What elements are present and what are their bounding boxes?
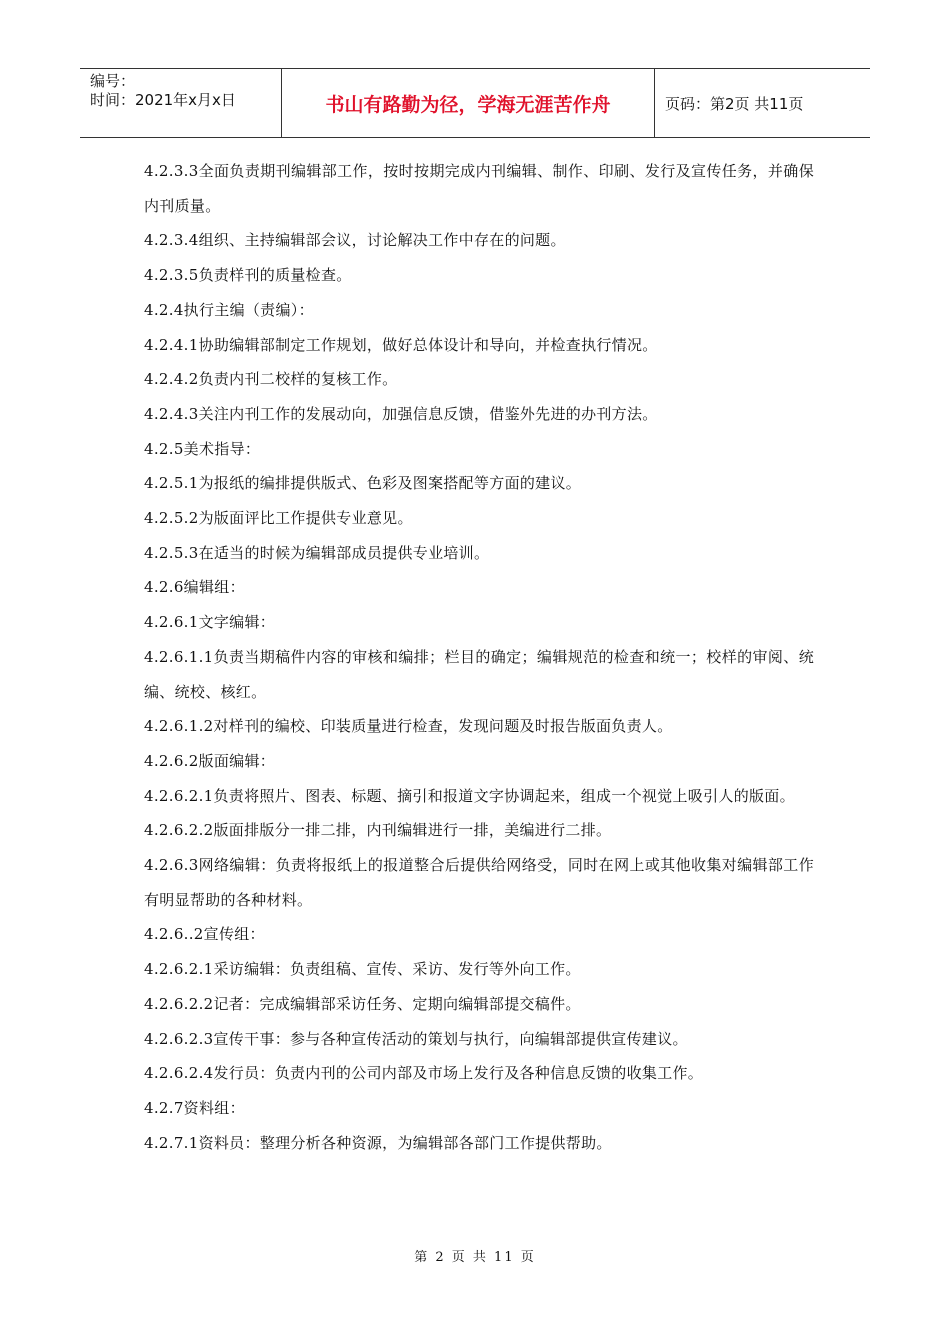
paragraph: 4.2.5.2为版面评比工作提供专业意见。 bbox=[144, 509, 413, 528]
paragraph: 4.2.5.3在适当的时候为编辑部成员提供专业培训。 bbox=[144, 543, 490, 562]
paragraph: 4.2.3.3全面负责期刊编辑部工作，按时按期完成内刊编辑、制作、印刷、发行及宣传任务，并确保内刊质量。 bbox=[144, 162, 814, 215]
paragraph: 4.2.6编辑组： bbox=[144, 578, 245, 597]
document-number-label: 编号： bbox=[90, 72, 136, 90]
paragraph: 4.2.7.1资料员：整理分析各种资源，为编辑部各部门工作提供帮助。 bbox=[144, 1133, 612, 1152]
page-footer: 第 2 页 共 11 页 bbox=[414, 1250, 536, 1265]
paragraph: 4.2.6.1.1负责当期稿件内容的审核和编排；栏目的确定；编辑规范的检查和统一；校样的审阅、统编、统校、核红。 bbox=[144, 647, 814, 701]
header-motto: 书山有路勤为径，学海无涯苦作舟 bbox=[281, 69, 655, 137]
paragraph: 4.2.6.2.3宣传干事：参与各种宣传活动的策划与执行，向编辑部提供宣传建议。 bbox=[144, 1029, 688, 1048]
document-date-label: 时间：2021年x月x日 bbox=[90, 91, 236, 109]
paragraph: 4.2.3.4组织、主持编辑部会议，讨论解决工作中存在的问题。 bbox=[144, 231, 566, 250]
paragraph: 4.2.4执行主编（责编）： bbox=[144, 300, 314, 319]
header-page-info: 页码：第2页 共11页 bbox=[665, 94, 804, 113]
paragraph: 4.2.6.2.1负责将照片、图表、标题、摘引和报道文字协调起来，组成一个视觉上吸引人的版面。 bbox=[144, 786, 795, 805]
paragraph: 4.2.4.2负责内刊二校样的复核工作。 bbox=[144, 370, 398, 389]
paragraph: 4.2.6..2宣传组： bbox=[144, 925, 265, 944]
paragraph: 4.2.4.1协助编辑部制定工作规划，做好总体设计和导向，并检查执行情况。 bbox=[144, 335, 658, 354]
paragraph: 4.2.4.3关注内刊工作的发展动向，加强信息反馈，借鉴外先进的办刊方法。 bbox=[144, 404, 658, 423]
paragraph: 4.2.5.1为报纸的编排提供版式、色彩及图案搭配等方面的建议。 bbox=[144, 474, 582, 493]
paragraph: 4.2.6.2.4发行员：负责内刊的公司内部及市场上发行及各种信息反馈的收集工作。 bbox=[144, 1064, 704, 1083]
paragraph: 4.2.6.2.1采访编辑：负责组稿、宣传、采访、发行等外向工作。 bbox=[144, 960, 581, 979]
paragraph: 4.2.7资料组： bbox=[144, 1098, 245, 1117]
paragraph: 4.2.6.2版面编辑： bbox=[144, 751, 276, 770]
paragraph: 4.2.6.1文字编辑： bbox=[144, 613, 276, 632]
paragraph: 4.2.5美术指导： bbox=[144, 439, 261, 458]
paragraph: 4.2.6.3网络编辑：负责将报纸上的报道整合后提供给网络受，同时在网上或其他收集对编辑部工作有明显帮助的各种材料。 bbox=[144, 856, 814, 909]
paragraph: 4.2.6.2.2版面排版分一排二排，内刊编辑进行一排，美编进行二排。 bbox=[144, 821, 612, 840]
page-header bbox=[80, 68, 870, 138]
paragraph: 4.2.6.1.2对样刊的编校、印装质量进行检查，发现问题及时报告版面负责人。 bbox=[144, 717, 673, 736]
header-meta bbox=[80, 69, 281, 137]
paragraph: 4.2.6.2.2记者：完成编辑部采访任务、定期向编辑部提交稿件。 bbox=[144, 994, 581, 1013]
document-body bbox=[144, 154, 814, 1160]
paragraph: 4.2.3.5负责样刊的质量检查。 bbox=[144, 266, 352, 285]
